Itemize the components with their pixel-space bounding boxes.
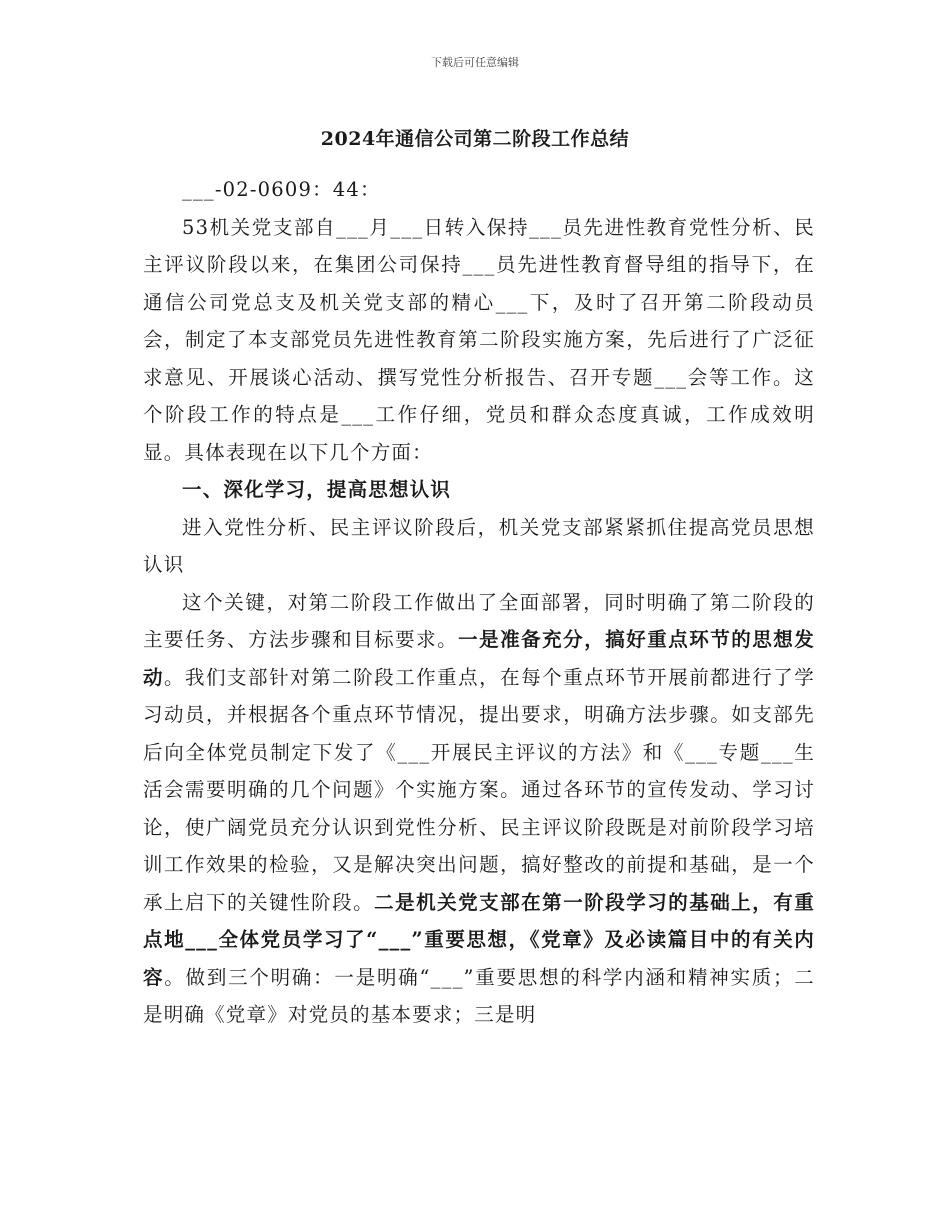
date-line: ___-02-0609：44：	[182, 178, 381, 201]
paragraph-3-bold-2: 二是机关党支部在第一阶段学习的基础上，有重点地___全体党员学习了“___”重要思想，《党章》及必读篇目中的有关内容	[143, 890, 815, 989]
paragraph-3-text-2: 。我们支部针对第二阶段工作重点，在每个重点环节开展前都进行了学习动员，并根据各个重点环节情况，提出要求，明确方法步骤。如支部先后向全体党员制定下发了《___开展民主评议的方法》和《___专题___生活会需要明确的几个问题》个实施方案。通过各环节的宣传发动、学习讨论，使广阔党员充分认识到党性分析、民主评议阶段既是对前阶段学习培训工作效果的检验，又是解决突出问题，搞好整改的前提和基础，是一个承上启下的关键性阶段。	[143, 665, 816, 914]
paragraph-3-bold-1: 一是准备充分，搞好重点环节的思想发动	[143, 628, 815, 689]
paragraph-2: 进入党性分析、民主评议阶段后，机关党支部紧紧抓住提高党员思想认识	[143, 515, 815, 576]
section-heading-1: 一、深化学习，提高思想认识	[182, 478, 452, 501]
document-body	[143, 171, 815, 1034]
document-title: 2024年通信公司第二阶段工作总结	[320, 128, 630, 150]
paragraph-intro: 53机关党支部自___月___日转入保持___员先进性教育党性分析、民主评议阶段以来，在集团公司保持___员先进性教育督导组的指导下，在通信公司党总支及机关党支部的精心___下，及时了召开第二阶段动员会，制定了本支部党员先进性教育第二阶段实施方案，先后进行了广泛征求意见、开展谈心活动、撰写党性分析报告、召开专题___会等工作。这个阶段工作的特点是___工作仔细，党员和群众态度真诚，工作成效明显。具体表现在以下几个方面：	[143, 215, 815, 464]
paragraph-3-text-1: 这个关键，对第二阶段工作做出了全面部署，同时明确了第二阶段的主要任务、方法步骤和目标要求。	[143, 590, 815, 651]
paragraph-3-text-3: 。做到三个明确：一是明确“___”重要思想的科学内涵和精神实质；二是明确《党章》对党员的基本要求；三是明	[143, 965, 816, 1026]
header-note: 下载后可任意编辑	[431, 56, 519, 69]
paragraph-3	[143, 584, 815, 1034]
